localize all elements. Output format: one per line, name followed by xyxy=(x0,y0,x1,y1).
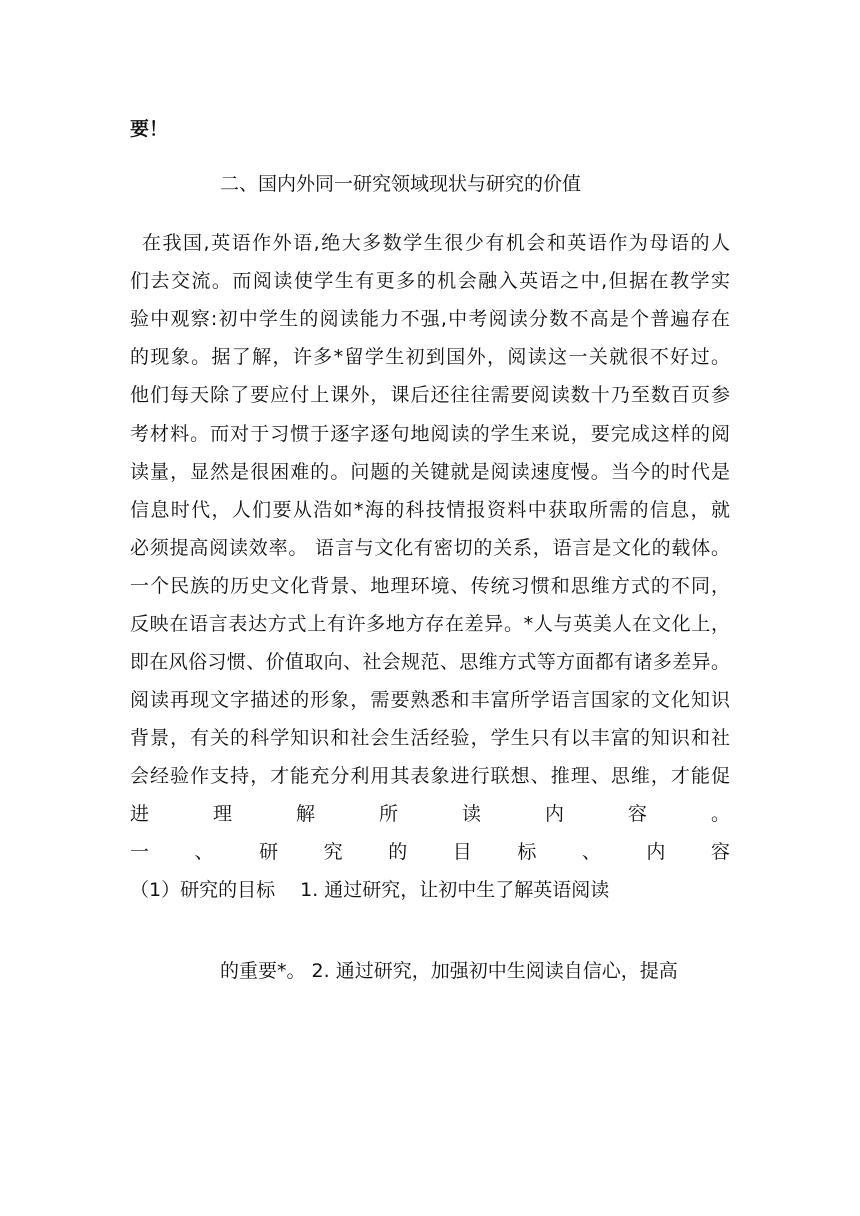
paragraph-line: 验中观察:初中学生的阅读能力不强,中考阅读分数不高是个普遍存在 xyxy=(130,308,730,330)
paragraph-line: 读量，显然是很困难的。问题的关键就是阅读速度慢。当今的时代是 xyxy=(130,461,730,483)
paragraph-line: （1）研究的目标 1. 通过研究，让初中生了解英语阅读 xyxy=(130,879,610,901)
paragraph-line: 的现象。据了解，许多*留学生初到国外，阅读这一关就很不好过。 xyxy=(130,346,730,368)
paragraph-line: 必须提高阅读效率。 语言与文化有密切的关系，语言是文化的载体。 xyxy=(130,537,730,559)
paragraph-line: 会经验作支持，才能充分利用其表象进行联想、推理、思维，才能促 xyxy=(130,765,730,787)
paragraph-line: 背景，有关的科学知识和社会生活经验，学生只有以丰富的知识和社 xyxy=(130,727,730,749)
paragraph-line: 一个民族的历史文化背景、地理环境、传统习惯和思维方式的不同， xyxy=(130,575,730,597)
paragraph-line: 们去交流。而阅读使学生有更多的机会融入英语之中,但据在教学实 xyxy=(130,270,730,292)
paragraph-line: 阅读再现文字描述的形象，需要熟悉和丰富所学语言国家的文化知识 xyxy=(130,689,730,711)
paragraph-line: 他们每天除了要应付上课外，课后还往往需要阅读数十乃至数百页参 xyxy=(130,384,730,406)
section-heading-domestic-foreign: 二、国内外同一研究领域现状与研究的价值 xyxy=(220,173,582,195)
paragraph-line: 即在风俗习惯、价值取向、社会规范、思维方式等方面都有诸多差异。 xyxy=(130,651,730,673)
paragraph-line: 一、研究的目标、内容 xyxy=(130,841,730,863)
paragraph-line: 进理解所读内容。 xyxy=(130,803,730,825)
paragraph-line: 在我国,英语作外语,绝大多数学生很少有机会和英语作为母语的人 xyxy=(142,232,730,254)
paragraph-line: 考材料。而对于习惯于逐字逐句地阅读的学生来说，要完成这样的阅 xyxy=(130,423,730,445)
section-heading-research-goals: 的重要*。 2. 通过研究，加强初中生阅读自信心，提高 xyxy=(220,960,678,982)
text-line-continuation: 要！ xyxy=(130,118,169,140)
paragraph-line: 反映在语言表达方式上有许多地方存在差异。*人与英美人在文化上， xyxy=(130,613,730,635)
paragraph-line: 信息时代，人们要从浩如*海的科技情报资料中获取所需的信息，就 xyxy=(130,499,730,521)
